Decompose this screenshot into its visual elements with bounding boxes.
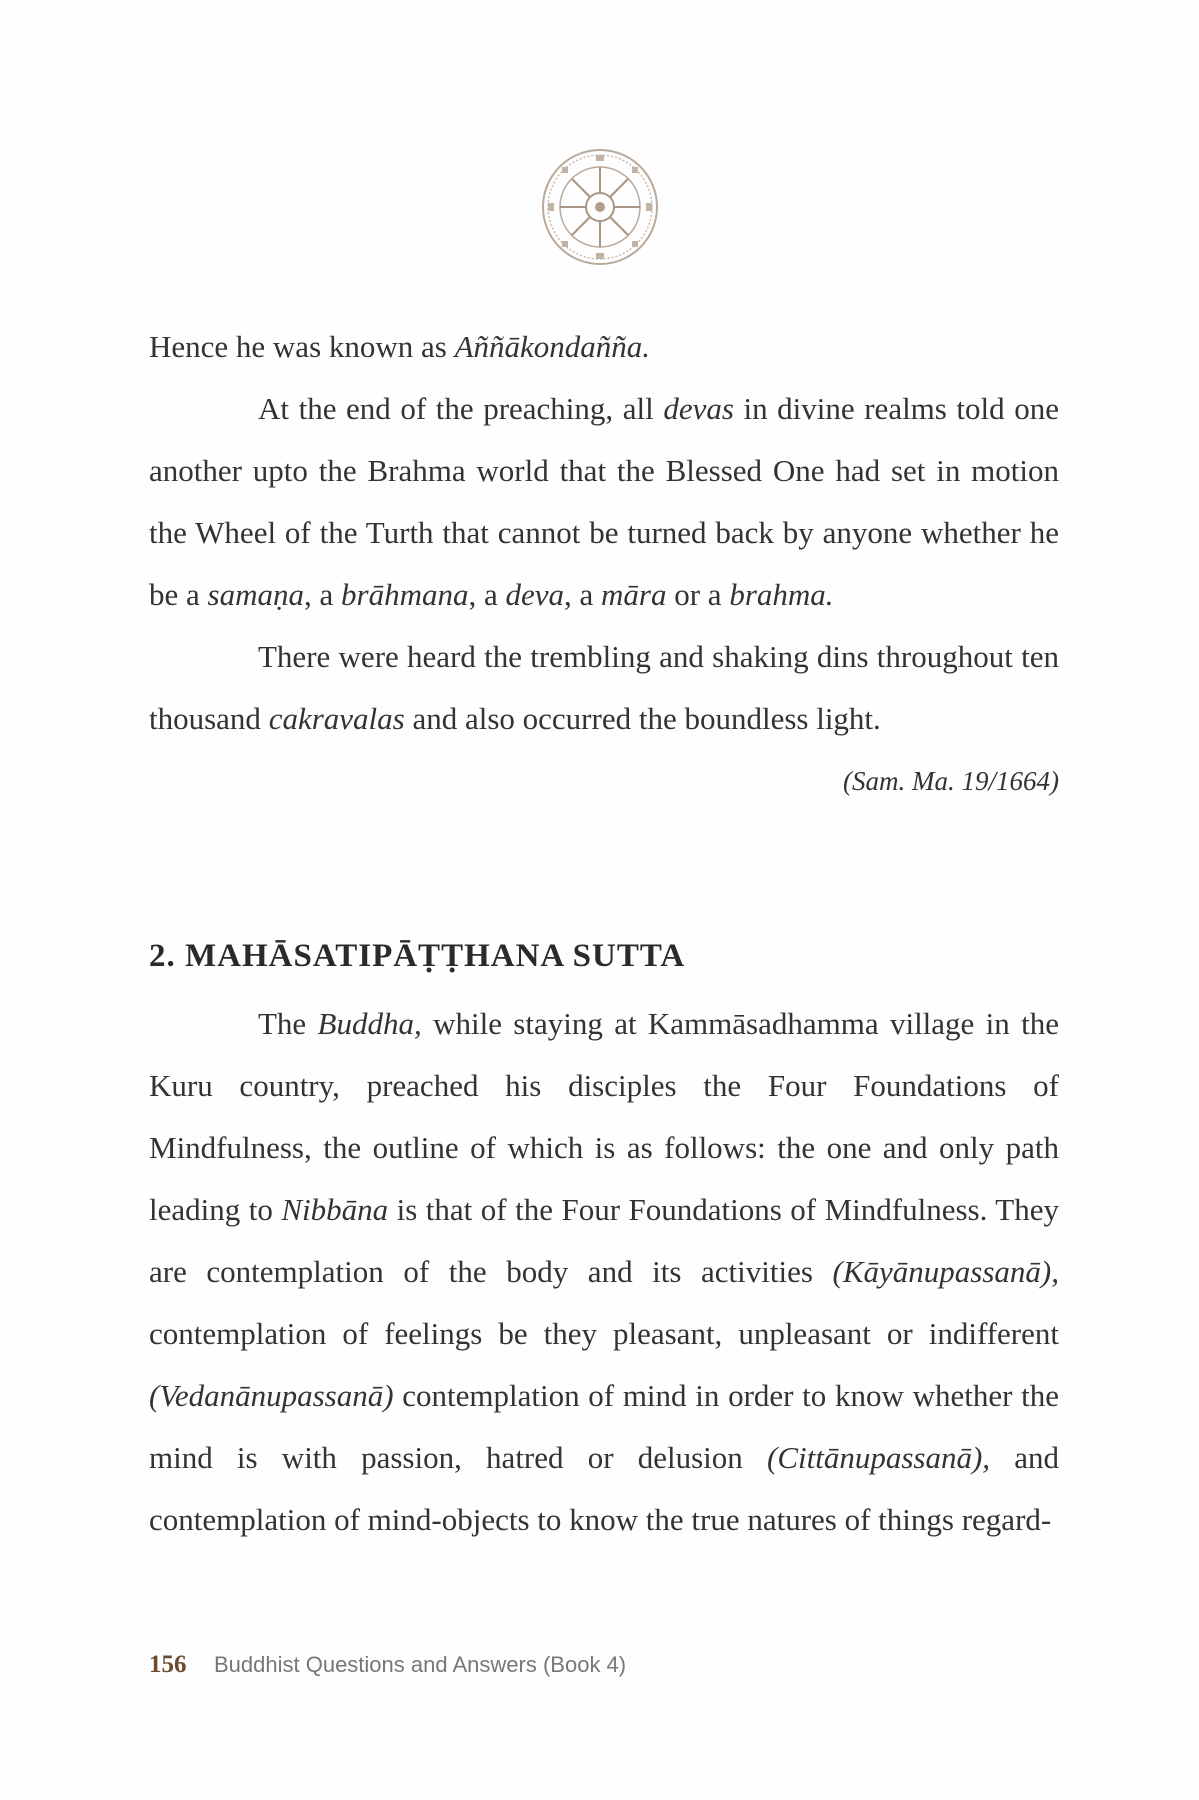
page-number: 156	[149, 1651, 187, 1678]
book-title: Buddhist Questions and Answers (Book 4)	[214, 1652, 627, 1677]
paragraph: The Buddha, while staying at Kammāsadhamma village in the Kuru country, preached his disciples the Four Foundations of Mindfulness, the outline of which is as follows: the one and only path leading to Nibbāna is that of the Four Foundations of Mindfulness. They are contemplation of the body and its activities (Kāyānupassanā), contemplation of feelings be they pleasant, unpleasant or indifferent (Vedanānupassanā) contemplation of mind in order to know whether the mind is with passion, hatred or delusion (Cittānupassanā), and contemplation of mind-objects to know the true natures of things regard-	[149, 1006, 1060, 1537]
paragraph: At the end of the preaching, all devas in divine realms told one another upto the Brahma world that the Blessed One had set in motion the Wheel of the Turth that cannot be turned back by anyone whether he be a samaṇa, a brāhmana, a deva, a māra or a brahma.	[149, 391, 1059, 612]
section-heading: 2. MAHĀSATIPĀṬṬHANA SUTTA	[149, 938, 686, 974]
paragraph: Hence he was known as Aññākondañña.	[149, 329, 651, 364]
citation-reference: (Sam. Ma. 19/1664)	[843, 766, 1059, 796]
dharma-wheel-seal-icon	[540, 147, 660, 267]
section-one	[149, 316, 1059, 812]
section-two	[149, 993, 1059, 1551]
page-footer	[149, 1651, 626, 1679]
paragraph: There were heard the trembling and shaking dins throughout ten thousand cakravalas and also occurred the boundless light.	[149, 639, 1059, 736]
